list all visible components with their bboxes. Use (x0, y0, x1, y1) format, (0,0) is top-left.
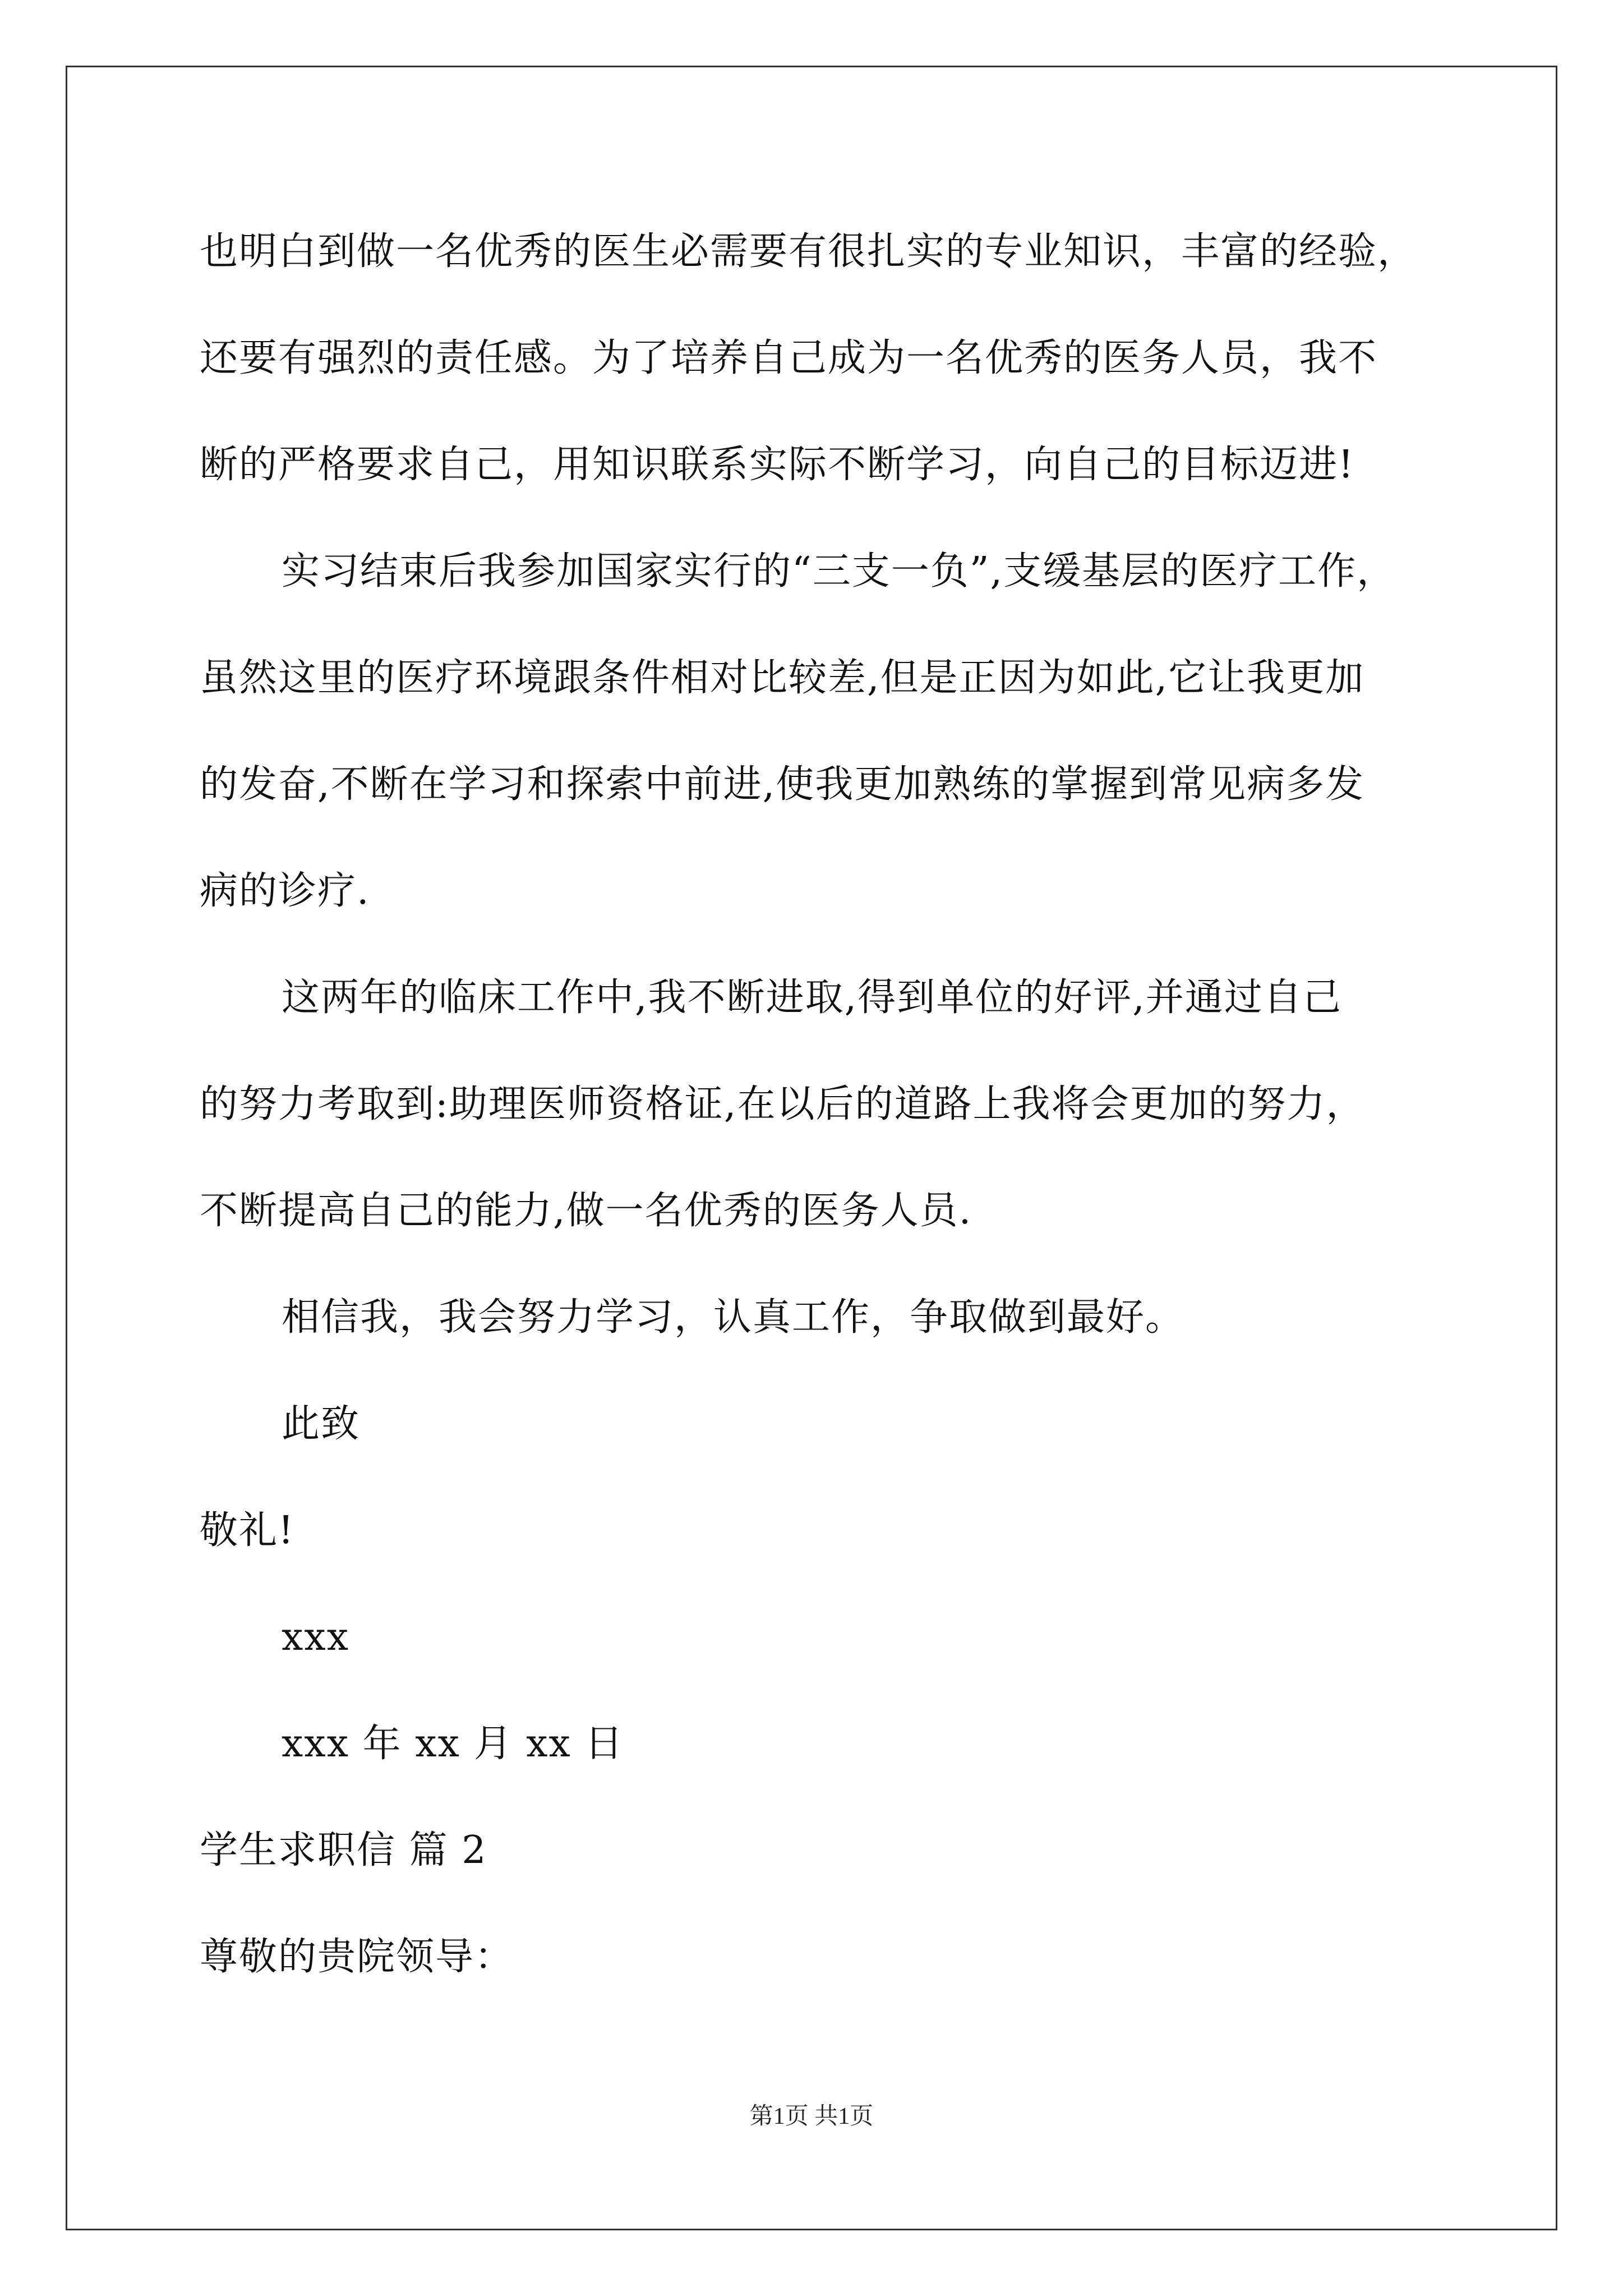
paragraph-line: 还要有强烈的责任感。为了培养自己成为一名优秀的医务人员，我不 (200, 336, 1378, 380)
signature-date: xxx 年 xx 月 xx 日 (282, 1722, 624, 1766)
page-number-footer: 第1页 共1页 (749, 2104, 874, 2129)
letter-greeting: 尊敬的贵院领导： (200, 1935, 514, 1979)
signature-name: xxx (282, 1615, 350, 1659)
paragraph-line: 不断提高自己的能力,做一名优秀的医务人员. (200, 1189, 972, 1233)
paragraph-line: 实习结束后我参加国家实行的“三支一负”,支缓基层的医疗工作， (282, 549, 1396, 593)
paragraph-line: 病的诊疗. (200, 869, 370, 913)
paragraph-line: 相信我，我会努力学习，认真工作，争取做到最好。 (282, 1295, 1185, 1340)
paragraph-line: 虽然这里的医疗环境跟条件相对比较差,但是正因为如此,它让我更加 (200, 656, 1365, 700)
paragraph-line: 断的严格要求自己，用知识联系实际不断学习，向自己的目标迈进! (200, 443, 1355, 487)
closing-respect: 敬礼! (200, 1508, 295, 1553)
paragraph-line: 的发奋,不断在学习和探索中前进,使我更加熟练的掌握到常见病多发 (200, 762, 1365, 807)
closing-salutation: 此致 (282, 1402, 361, 1446)
paragraph-line: 也明白到做一名优秀的医生必需要有很扎实的专业知识，丰富的经验， (200, 229, 1417, 274)
paragraph-line: 的努力考取到:助理医师资格证,在以后的道路上我将会更加的努力， (200, 1082, 1366, 1126)
page-border (66, 66, 1557, 2230)
section-heading: 学生求职信 篇 2 (200, 1828, 487, 1872)
paragraph-line: 这两年的临床工作中,我不断进取,得到单位的好评,并通过自己 (282, 976, 1342, 1020)
